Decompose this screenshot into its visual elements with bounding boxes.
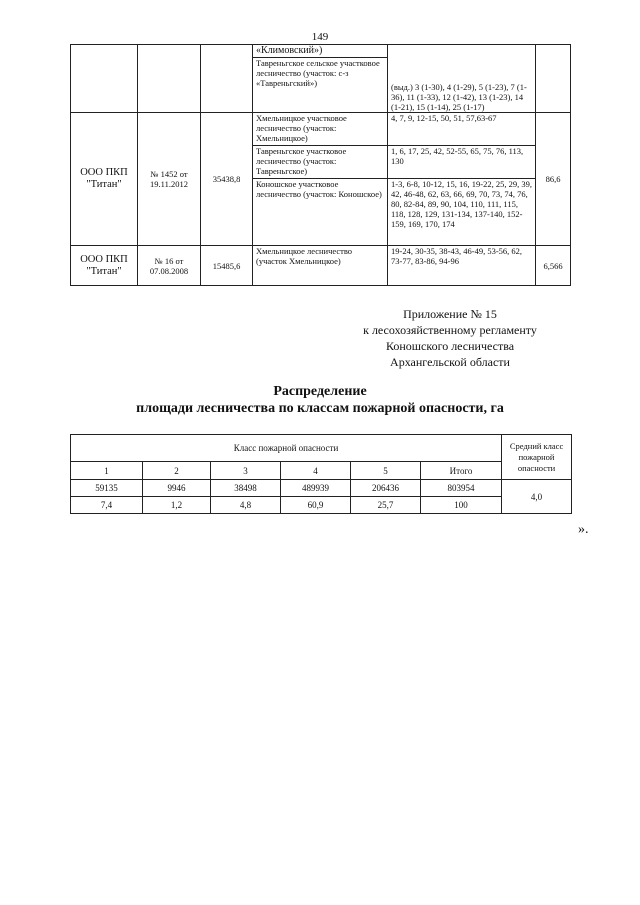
column-header: 4	[281, 462, 351, 480]
column-header: 1	[71, 462, 143, 480]
quarters-cell: 19-24, 30-35, 38-43, 46-49, 53-56, 62, 73-77, 83-86, 94-96	[388, 246, 536, 286]
table-row	[71, 462, 572, 480]
title-line: Распределение	[273, 384, 367, 399]
tenant-cell: ООО ПКП "Титан"	[71, 246, 138, 286]
area-value: 59135	[71, 480, 143, 497]
percent-value: 4,8	[211, 497, 281, 514]
percent-value: 60,9	[281, 497, 351, 514]
column-header: 5	[351, 462, 421, 480]
quarters-cell: (выд.) 3 (1-30), 4 (1-29), 5 (1-23), 7 (1-36), 11 (1-33), 12 (1-42), 13 (1-23), 14 (1-21), 15 (1-14), 25 (1-17)	[388, 45, 536, 113]
area-total: 803954	[421, 480, 502, 497]
tenant-cell: ООО ПКП "Титан"	[71, 113, 138, 246]
area-value: 489939	[281, 480, 351, 497]
volume-cell: 86,6	[536, 113, 571, 246]
area-value: 9946	[143, 480, 211, 497]
percent-value: 25,7	[351, 497, 421, 514]
area-cell: 35438,8	[201, 113, 253, 246]
class-header: Класс пожарной опасности	[71, 435, 502, 462]
lease-table	[70, 44, 571, 286]
average-value: 4,0	[502, 480, 572, 514]
area-cell: 15485,6	[201, 246, 253, 286]
table-row	[71, 435, 572, 462]
table-row	[71, 497, 572, 514]
percent-value: 7,4	[71, 497, 143, 514]
page-number: 149	[311, 31, 329, 43]
forestry-cell: Хмельницкое лесничество (участок Хмельницкое)	[253, 246, 388, 286]
forestry-name: Тавреньгское сельское участковое лесничество (участок: с-з «Тавреньгский»)	[253, 57, 387, 88]
fire-class-table	[70, 434, 572, 514]
title-line: площади лесничества по классам пожарной опасности, га	[136, 401, 504, 416]
column-header: 2	[143, 462, 211, 480]
forestry-cell	[253, 45, 388, 113]
appendix-line: Архангельской области	[390, 355, 510, 369]
contract-cell: № 1452 от 19.11.2012	[138, 113, 201, 246]
area-value: 38498	[211, 480, 281, 497]
table-row	[71, 480, 572, 497]
quarters-cell: 1-3, 6-8, 10-12, 15, 16, 19-22, 25, 29, 39, 42, 46-48, 62, 63, 66, 69, 70, 73, 74, 76, 80, 82-84, 89, 90, 104, 110, 111, 115, 118, 128, 129, 131-134, 137-140, 152-159, 169, 170, 174	[388, 179, 536, 246]
appendix-line: Приложение № 15	[403, 307, 497, 321]
table-row	[71, 246, 571, 286]
percent-total: 100	[421, 497, 502, 514]
average-header: Средний класс пожарной опасности	[502, 435, 572, 480]
area-value: 206436	[351, 480, 421, 497]
appendix-line: Коношского лесничества	[385, 339, 515, 353]
column-header: 3	[211, 462, 281, 480]
quarters-cell: 1, 6, 17, 25, 42, 52-55, 65, 75, 76, 113, 130	[388, 146, 536, 179]
distribution-title	[0, 383, 640, 417]
forestry-cell: Тавреньгское участковое лесничество (участок: Тавреньгское)	[253, 146, 388, 179]
appendix-line: к лесохозяйственному регламенту	[363, 323, 537, 337]
closing-quote: ».	[578, 522, 589, 537]
appendix-note	[300, 306, 600, 370]
quarters-cell: 4, 7, 9, 12-15, 50, 51, 57,63-67	[388, 113, 536, 146]
column-header: Итого	[421, 462, 502, 480]
contract-cell: № 16 от 07.08.2008	[138, 246, 201, 286]
forestry-cell: Коношское участковое лесничество (участок: Коношское)	[253, 179, 388, 246]
volume-cell: 6,566	[536, 246, 571, 286]
table-row	[71, 45, 571, 113]
table-row	[71, 113, 571, 146]
forestry-tail: «Климовский»)	[256, 45, 323, 56]
percent-value: 1,2	[143, 497, 211, 514]
forestry-cell: Хмельницкое участковое лесничество (участок: Хмельницкое)	[253, 113, 388, 146]
